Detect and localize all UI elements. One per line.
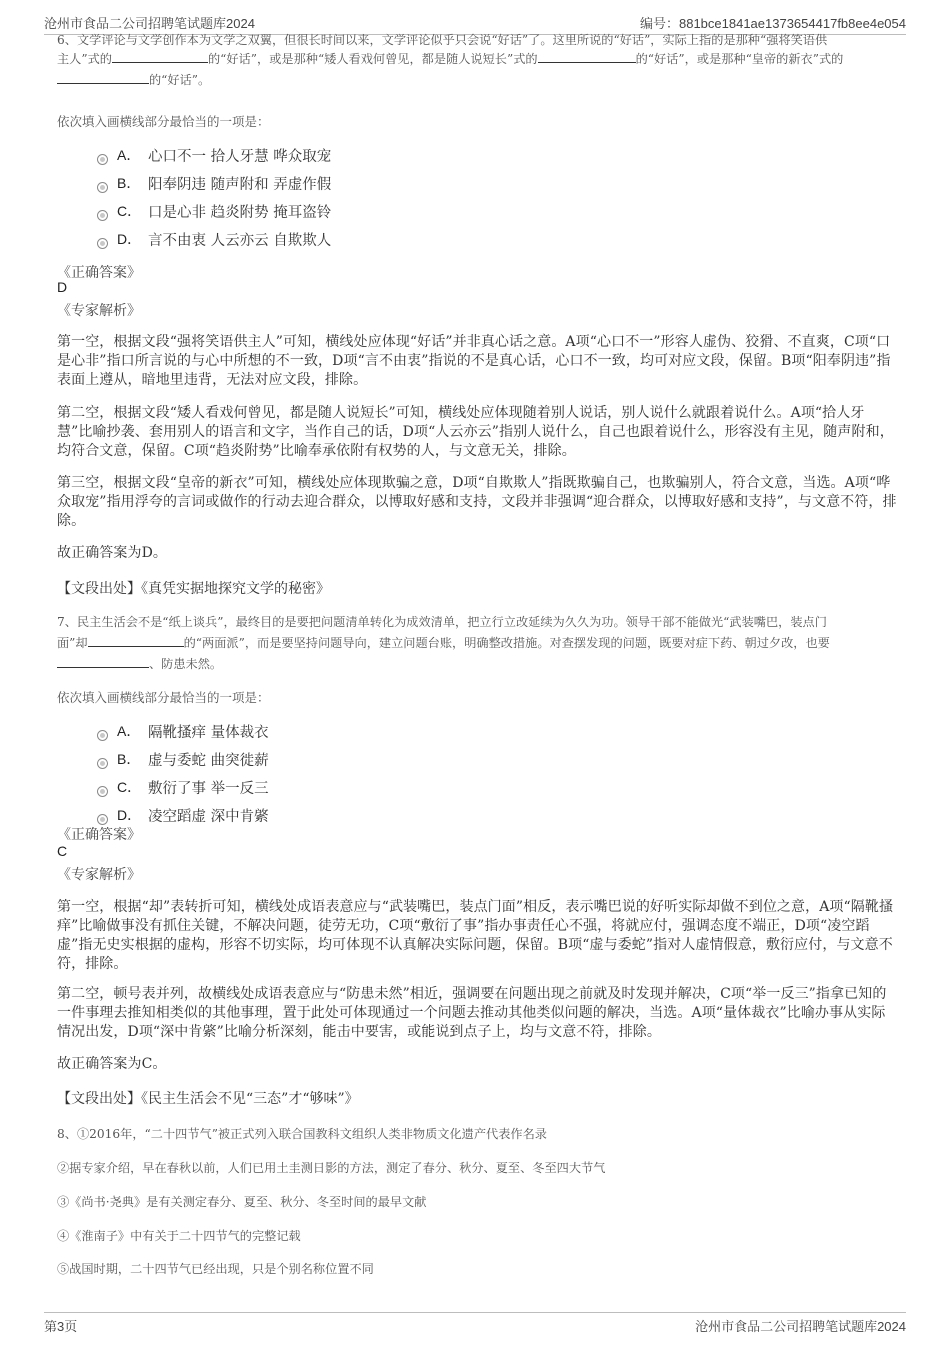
radio-button[interactable] bbox=[97, 758, 108, 769]
option-letter: D． bbox=[117, 807, 142, 823]
q7-analysis-label: 《专家解析》 bbox=[57, 867, 141, 883]
q6-analysis-paragraph-3: 第三空，根据文段“皇帝的新衣”可知，横线处应体现欺骗之意，D项“自欺欺人”指既欺骗自己，也欺骗别人，符合文意，当选。A项“哗众取宠”指用浮夸的言词或做作的行动去迎合群众，以博取好感和支持，文段并非强调“迎合群众，以博取好感和支持”，与文意不符，排除。 bbox=[57, 475, 897, 529]
option-text: 言不由衷 人云亦云 自欺欺人 bbox=[148, 233, 332, 249]
q6-analysis-paragraph-1: 第一空，根据文段“强将笑语供主人”可知，横线处应体现“好话”并非真心话之意。A项“心口不一”形容人虚伪、狡猾、不直爽，C项“口是心非”指口所言说的与心中所想的不一致，D项“言不由衷”指说的不是真心话，心口不一致，均可对应文段，保留。B项“阳奉阴违”指表面上遵从，暗地里违背，无法对应文段，排除。 bbox=[57, 334, 891, 388]
q6-source: 【文段出处】《真凭实据地探究文学的秘密》 bbox=[57, 581, 330, 597]
option-letter: B． bbox=[117, 751, 141, 767]
q7-text-c: 、防患未然。 bbox=[149, 657, 223, 671]
page-footer bbox=[44, 1312, 906, 1343]
radio-button[interactable] bbox=[97, 730, 108, 741]
q7-analysis-paragraph-2: 第二空，顿号表并列，故横线处成语表意应与“防患未然”相近，强调要在问题出现之前就及时发现并解决，C项“举一反三”指拿已知的一件事理去推知相类似的其他事理，置于此处可体现通过一个问题去推动其他类似问题的解决，当选。A项“量体裁衣”比喻办事从实际情况出发，D项“深中肯綮”比喻分析深刻，能击中要害，或能说到点子上，均与文意不符，排除。 bbox=[57, 986, 887, 1040]
document-code bbox=[640, 13, 906, 32]
q7-line3 bbox=[57, 654, 897, 675]
blank-1 bbox=[88, 634, 184, 647]
q6-line1: 6、文学评论与文学创作本为文学之双翼，但很长时间以来，文学评论似乎只会说“好话”了。这里所说的“好话”，实际上指的是那种“强将笑语供 bbox=[57, 33, 828, 47]
q6-text-a: 主人”式的 bbox=[57, 52, 112, 66]
q6-conclusion: 故正确答案为D。 bbox=[57, 545, 168, 561]
q8-statement-5: ⑤战国时期，二十四节气已经出现，只是个别名称位置不同 bbox=[57, 1262, 374, 1276]
q7-analysis-paragraph-1: 第一空，根据“却”表转折可知，横线处成语表意应与“武装嘴巴，装点门面”相反，表示嘴巴说的好听实际却做不到位之意，A项“隔靴搔痒”比喻做事没有抓住关键，不解决问题，徒劳无功，C项“敷衍了事”指办事责任心不强，将就应付，强调态度不端正，D项“凌空蹈虚”指无史实根据的虚构，形容不切实际，均可体现不认真解决实际问题，保留。B项“虚与委蛇”指对人虚情假意，敷衍应付，与文意不符，排除。 bbox=[57, 899, 894, 972]
q7-text-a: 面”却 bbox=[57, 636, 88, 650]
q7-conclusion: 故正确答案为C。 bbox=[57, 1056, 167, 1072]
option-text: 隔靴搔痒 量体裁衣 bbox=[148, 725, 269, 741]
blank-1 bbox=[112, 50, 208, 63]
q7-line1: 7、民主生活会不是“纸上谈兵”，最终目的是要把问题清单转化为成效清单，把立行立改延续为久久为功。领导干部不能做光“武装嘴巴，装点门 bbox=[57, 615, 827, 629]
option-letter: A． bbox=[117, 723, 141, 739]
option-text: 凌空蹈虚 深中肯綮 bbox=[148, 809, 269, 825]
page-header bbox=[44, 0, 906, 35]
header-title: 沧州市食品二公司招聘笔试题库2024 bbox=[44, 16, 255, 31]
q6-line2 bbox=[57, 49, 897, 70]
radio-button[interactable] bbox=[97, 182, 108, 193]
radio-button[interactable] bbox=[97, 238, 108, 249]
blank-3 bbox=[57, 71, 149, 84]
q7-answer: C bbox=[57, 843, 68, 859]
radio-button[interactable] bbox=[97, 154, 108, 165]
option-text: 阳奉阴违 随声附和 弄虚作假 bbox=[148, 177, 332, 193]
q6-answer: D bbox=[57, 279, 68, 295]
option-letter: B． bbox=[117, 175, 141, 191]
q8-statement-2: ②据专家介绍，早在春秋以前，人们已用土圭测日影的方法，测定了春分、秋分、夏至、冬至四大节气 bbox=[57, 1161, 606, 1175]
option-letter: A． bbox=[117, 147, 141, 163]
radio-button[interactable] bbox=[97, 210, 108, 221]
code-label: 编号： bbox=[639, 16, 679, 31]
q7-source: 【文段出处】《民主生活会不见“三态”才“够味”》 bbox=[57, 1091, 359, 1107]
code-value: 881bce1841ae1373654417fb8ee4e054 bbox=[678, 16, 906, 31]
q6-analysis-label: 《专家解析》 bbox=[57, 303, 141, 319]
q6-analysis-paragraph-2: 第二空，根据文段“矮人看戏何曾见，都是随人说短长”可知，横线处应体现随着别人说话，别人说什么就跟着说什么。A项“拾人牙慧”比喻抄袭、套用别人的语言和文字，当作自己的话，D项“人云亦云”指别人说什么，自己也跟着说什么，形容没有主见，随声附和，均符合文意，保留。C项“趋炎附势”比喻奉承依附有权势的人，与文意无关，排除。 bbox=[57, 405, 894, 459]
q7-line2 bbox=[57, 633, 897, 654]
q6-text-d: 的“好话”。 bbox=[149, 73, 211, 87]
q7-text-b: 的“两面派”，而是要坚持问题导向，建立问题台账，明确整改措施。对查摆发现的问题，既要对症下药、朝过夕改，也要 bbox=[183, 636, 830, 650]
page-number: 第3页 bbox=[44, 1319, 78, 1334]
q7-answer-label: 《正确答案》 bbox=[57, 827, 141, 843]
option-text: 虚与委蛇 曲突徙薪 bbox=[148, 753, 269, 769]
q8-statement-4: ④《淮南子》中有关于二十四节气的完整记载 bbox=[57, 1229, 301, 1243]
option-text: 心口不一 拾人牙慧 哗众取宠 bbox=[148, 149, 332, 165]
q6-instruction: 依次填入画横线部分最恰当的一项是： bbox=[57, 114, 270, 129]
option-text: 敷衍了事 举一反三 bbox=[148, 781, 269, 797]
blank-2 bbox=[57, 655, 149, 668]
option-letter: C． bbox=[117, 779, 142, 795]
q6-line3 bbox=[57, 70, 897, 91]
question-7-text bbox=[57, 612, 897, 675]
question-6-text bbox=[57, 33, 897, 91]
q8-statement-3: ③《尚书·尧典》是有关测定春分、夏至、秋分、冬至时间的最早文献 bbox=[57, 1195, 427, 1209]
radio-button[interactable] bbox=[97, 786, 108, 797]
q6-text-c: 的“好话”，或是那种“皇帝的新衣”式的 bbox=[635, 52, 844, 66]
q6-text-b: 的“好话”，或是那种“矮人看戏何曾见，都是随人说短长”式的 bbox=[207, 52, 538, 66]
footer-title: 沧州市食品二公司招聘笔试题库2024 bbox=[695, 1319, 906, 1334]
q7-instruction: 依次填入画横线部分最恰当的一项是： bbox=[57, 690, 270, 705]
q6-answer-label: 《正确答案》 bbox=[57, 265, 141, 281]
option-text: 口是心非 趋炎附势 掩耳盗铃 bbox=[148, 205, 332, 221]
q8-statement-1: 8、①2016年，“二十四节气”被正式列入联合国教科文组织人类非物质文化遗产代表作名录 bbox=[57, 1127, 547, 1141]
option-letter: C． bbox=[117, 203, 142, 219]
option-letter: D． bbox=[117, 231, 142, 247]
blank-2 bbox=[538, 50, 636, 63]
